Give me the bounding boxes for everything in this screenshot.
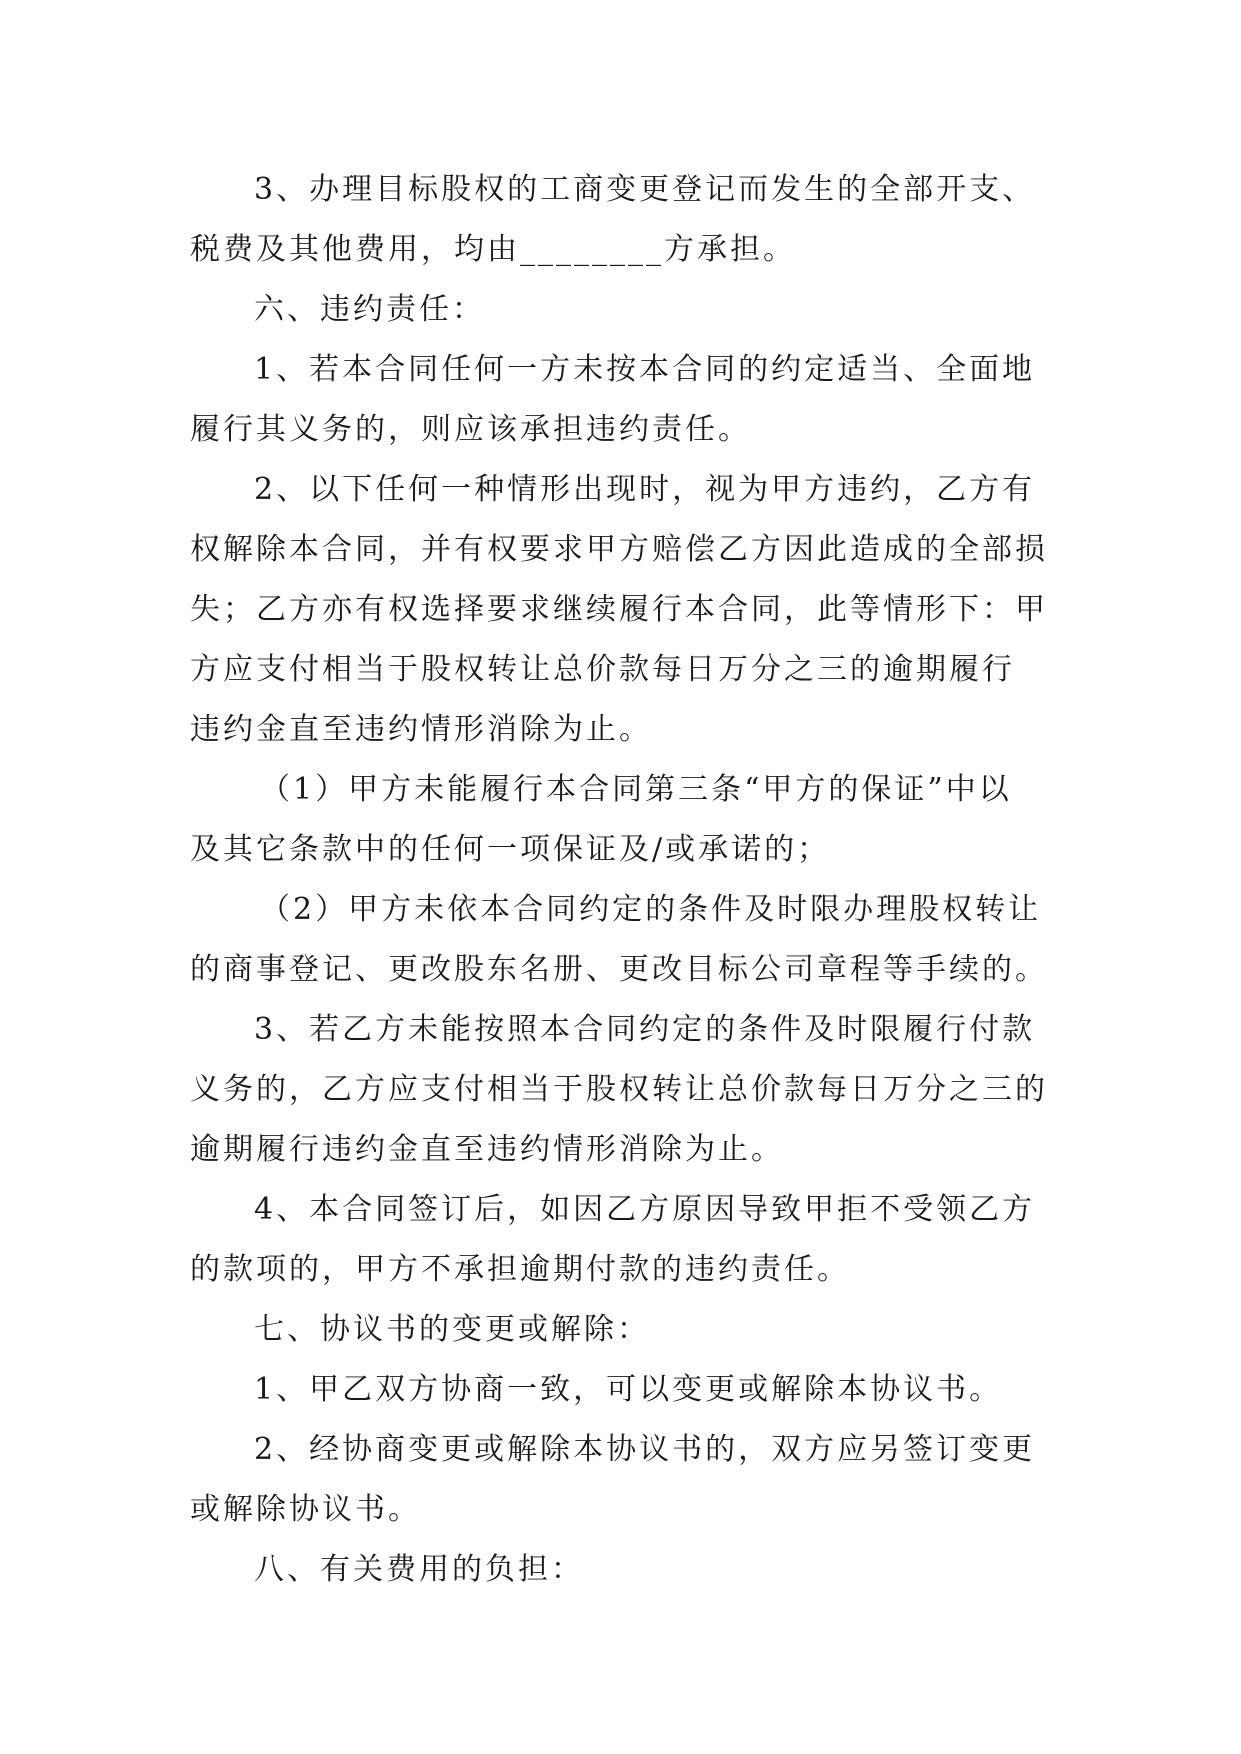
- section-heading: 六、违约责任：: [254, 292, 485, 327]
- text-line: 失；乙方亦有权选择要求继续履行本合同，此等情形下：甲: [190, 592, 1048, 627]
- text-line: 3、办理目标股权的工商变更登记而发生的全部开支、: [254, 172, 1036, 207]
- document-body: [190, 160, 1050, 1600]
- text-line: 2、以下任何一种情形出现时，视为甲方违约，乙方有: [254, 472, 1036, 507]
- text-line: （1）甲方未能履行本合同第三条“甲方的保证”中以: [260, 772, 1012, 807]
- text-line: 违约金直至违约情形消除为止。: [190, 712, 652, 747]
- text-line: 1、若本合同任何一方未按本合同的约定适当、全面地: [254, 352, 1036, 387]
- text-line: 履行其义务的，则应该承担违约责任。: [190, 412, 751, 447]
- text-line: 权解除本合同，并有权要求甲方赔偿乙方因此造成的全部损: [190, 532, 1048, 567]
- section-heading: 八、有关费用的负担：: [254, 1552, 584, 1587]
- text-line: 的商事登记、更改股东名册、更改目标公司章程等手续的。: [190, 952, 1048, 987]
- text-line: 3、若乙方未能按照本合同约定的条件及时限履行付款: [254, 1012, 1036, 1047]
- text-line: 2、经协商变更或解除本协议书的，双方应另签订变更: [254, 1432, 1036, 1467]
- text-line: 4、本合同签订后，如因乙方原因导致甲拒不受领乙方: [254, 1192, 1036, 1227]
- text-line: 义务的，乙方应支付相当于股权转让总价款每日万分之三的: [190, 1072, 1048, 1107]
- text-line: 逾期履行违约金直至违约情形消除为止。: [190, 1132, 784, 1167]
- text-line: 的款项的，甲方不承担逾期付款的违约责任。: [190, 1252, 850, 1287]
- text-line: （2）甲方未依本合同约定的条件及时限办理股权转让: [260, 892, 1042, 927]
- text-line: 1、甲乙双方协商一致，可以变更或解除本协议书。: [254, 1372, 1003, 1407]
- section-heading: 七、协议书的变更或解除：: [254, 1312, 650, 1347]
- text-line: 方应支付相当于股权转让总价款每日万分之三的逾期履行: [190, 652, 1015, 687]
- text-line: 或解除协议书。: [190, 1492, 421, 1527]
- text-line: 及其它条款中的任何一项保证及/或承诺的；: [190, 832, 831, 867]
- text-line: 税费及其他费用，均由________方承担。: [190, 232, 796, 267]
